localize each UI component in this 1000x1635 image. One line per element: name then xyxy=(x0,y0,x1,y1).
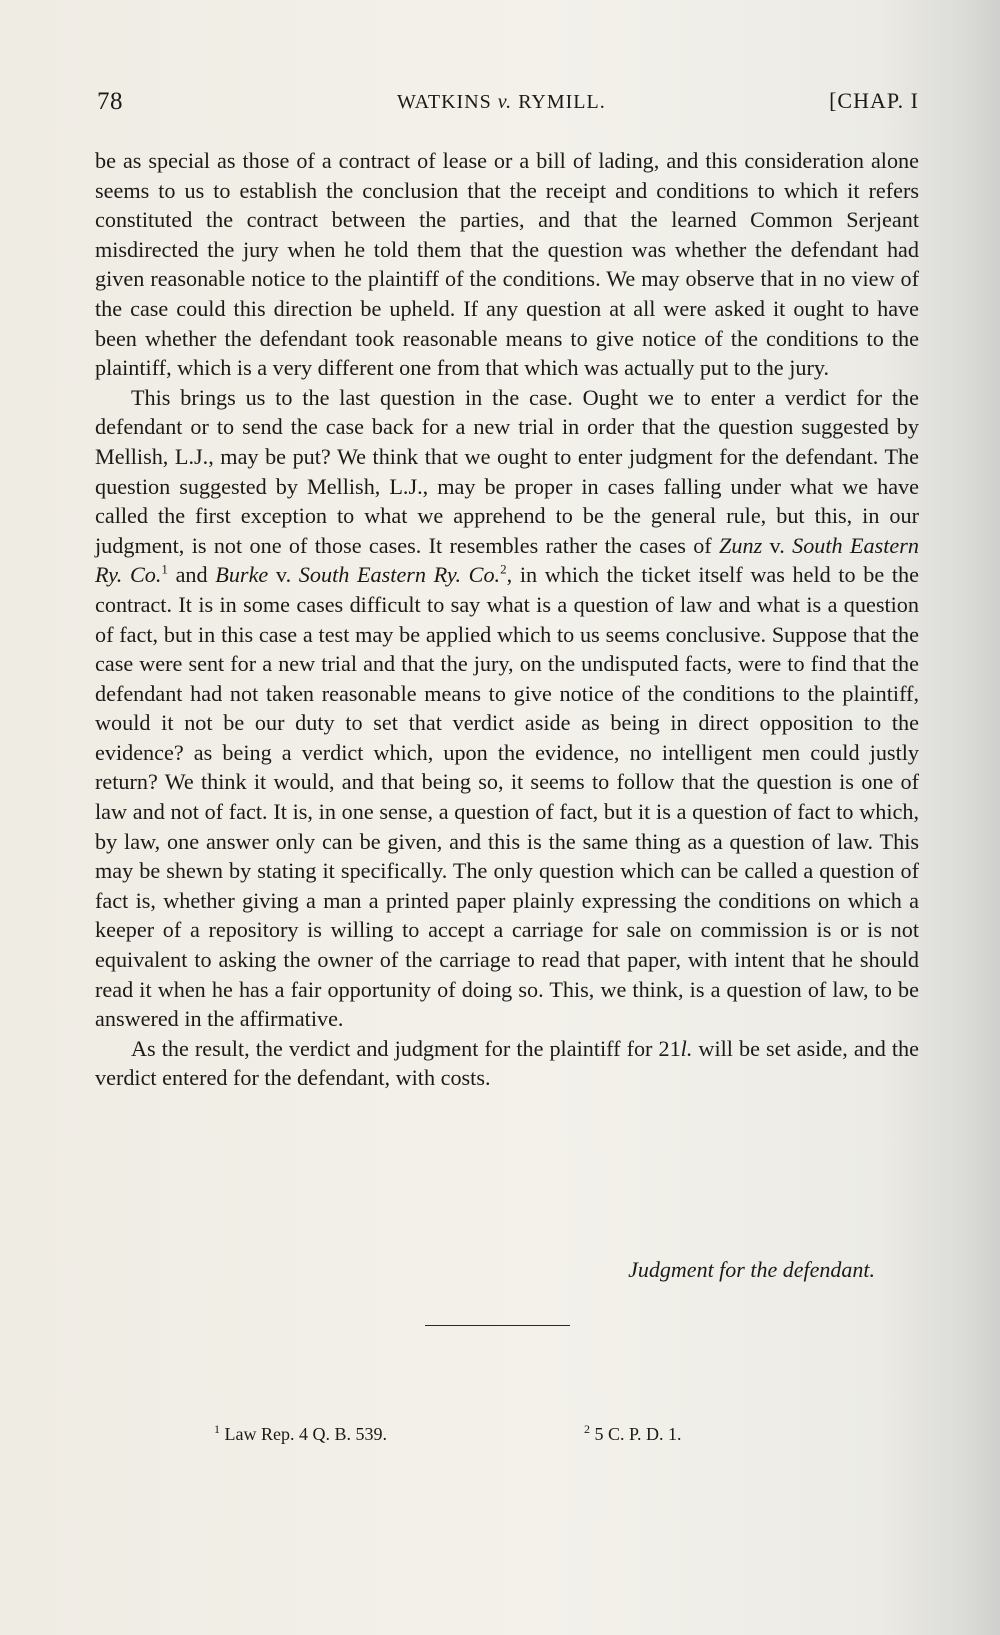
case-name-south-eastern-2: South Eastern Ry. Co. xyxy=(298,562,501,588)
footnote-ref-2[interactable]: 2 xyxy=(500,561,507,577)
paragraph-3-text-b: will be set aside, and the verdict entered for the defendant, with costs. xyxy=(95,1035,919,1091)
versus: v. xyxy=(762,532,793,558)
running-head-pre: WATKINS xyxy=(397,91,498,113)
footnote-1-mark: 1 xyxy=(214,1422,220,1436)
paragraph-2 xyxy=(95,383,919,1034)
judgment-line: Judgment for the defendant. xyxy=(628,1257,875,1282)
paragraph-3-text-a: As the result, the verdict and judgment for the plaintiff for 21 xyxy=(131,1035,681,1061)
paragraph-1: be as special as those of a contract of lease or a bill of lading, and this consideration alone seems to us to establish the conclusion that the receipt and conditions to which it refers constituted the contract between the parties, and that the learned Common Serjeant misdirected the jury when he told them that the question was whether the defendant had given reasonable notice to the plaintiff of the conditions. We may observe that in no view of the case could this direction be upheld. If any question at all were asked it ought to have been whether the defendant took reasonable means to give notice of the conditions to the plaintiff, which is a very different one from that which was actually put to the jury. xyxy=(95,148,919,381)
body-text xyxy=(95,146,919,1093)
page-header xyxy=(97,88,919,128)
paragraph-2-text-a: This brings us to the last question in the case. Ought we to enter a verdict for the defendant or to send the case back for a new trial in order that the question suggested by Mellish, L.J., may be put? We think that we ought to enter judgment for the defendant. The question suggested by Mellish, L.J., may be proper in cases falling under what we have called the first exception to what we apprehend to be the general rule, but this, in our judgment, is not one of those cases. It resembles rather the cases of xyxy=(95,384,919,558)
case-name-zunz: Zunz xyxy=(719,532,763,558)
footnote-2-mark: 2 xyxy=(584,1422,590,1436)
footnote-2 xyxy=(584,1424,682,1445)
running-head-versus: v. xyxy=(497,91,513,113)
footnote-divider xyxy=(425,1325,570,1326)
page-number: 78 xyxy=(97,88,123,115)
versus: v. xyxy=(268,562,299,588)
footnote-1 xyxy=(214,1424,387,1445)
case-name-burke: Burke xyxy=(215,562,269,588)
footnote-2-text: 5 C. P. D. 1. xyxy=(590,1424,682,1444)
footnote-ref-1[interactable]: 1 xyxy=(161,561,168,577)
paragraph-3 xyxy=(95,1034,919,1093)
paragraph-2-text-b: , in which the ticket itself was held to be the contract. It is in some cases difficult to say what is a question of law and what is a question of fact, but in this case a test may be applied which to us seems conclusive. Suppose that the case were sent for a new trial and that the jury, on the undisputed facts, were to find that the defendant had not taken reasonable means to give notice of the conditions to the plaintiff, would it not be our duty to set that verdict aside as being in direct opposition to the evidence? as being a verdict which, upon the evidence, no intelligent men could justly return? We think it would, and that being so, it seems to follow that the question is one of law and not of fact. It is, in one sense, a question of fact, but it is a question of fact to which, by law, one answer only can be given, and this is the same thing as a question of law. This may be shewn by stating it specifically. The only question which can be called a question of fact is, whether giving a man a printed paper plainly expressing the conditions on which a keeper of a repository is willing to accept a carriage for sale on commission is or is not equivalent to asking the owner of the carriage to read that paper, with intent that he should read it when he has a fair opportunity of doing so. This, we think, is a question of law, to be answered in the affirmative. xyxy=(95,562,919,1032)
running-head-post: RYMILL. xyxy=(512,91,606,113)
footnote-1-text: Law Rep. 4 Q. B. 539. xyxy=(220,1424,387,1444)
running-head xyxy=(397,91,606,114)
case-name-south-eastern-1: South Eastern Ry. Co. xyxy=(95,532,920,588)
pound-sign-l: l. xyxy=(680,1035,693,1061)
chapter-mark: [CHAP. I xyxy=(829,88,919,113)
conjunction-and: and xyxy=(167,562,216,588)
